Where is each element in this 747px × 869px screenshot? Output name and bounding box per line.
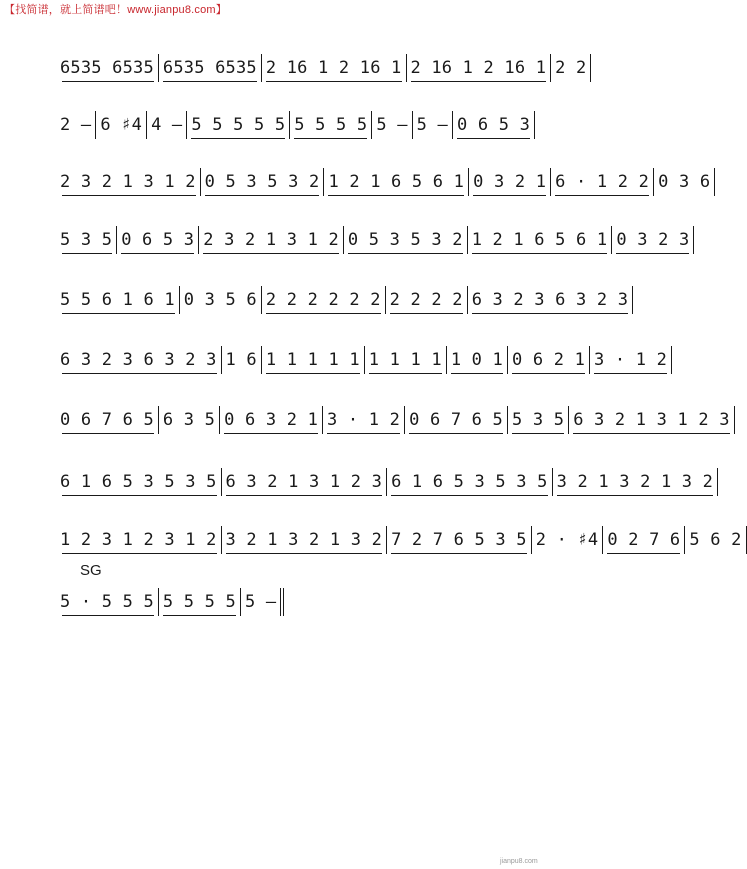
measure-notes: 2 16 1 2 16 1	[410, 57, 547, 78]
final-measure	[241, 588, 284, 616]
measure	[58, 346, 222, 374]
measure	[324, 168, 469, 196]
score-line	[58, 95, 588, 139]
measure	[612, 226, 694, 254]
measure-notes: 5 5 6 1 6 1	[60, 289, 175, 310]
measure-notes: 0 3 2 1	[473, 171, 547, 192]
measure	[58, 406, 159, 434]
measure	[551, 54, 591, 82]
measure-notes: 0 6 5 3	[121, 229, 195, 250]
measure-notes: 2 2	[555, 57, 587, 78]
measure-notes: 5 –	[376, 114, 408, 135]
measure	[685, 526, 746, 554]
measure	[453, 111, 535, 139]
measure-notes: 2 16 1 2 16 1	[265, 57, 402, 78]
measure	[508, 346, 590, 374]
measure	[222, 468, 388, 496]
measure	[222, 526, 388, 554]
measure-notes: 6535 6535	[60, 57, 154, 78]
measure-notes: 5 · 5 5 5	[60, 591, 154, 612]
measure-notes: 1 0 1	[450, 349, 503, 370]
measure	[262, 54, 407, 82]
measure-notes: 2 3 2 1 3 1 2	[203, 229, 339, 250]
measure	[187, 111, 290, 139]
measure	[58, 168, 201, 196]
measure	[603, 526, 685, 554]
measure	[220, 406, 323, 434]
measure-notes: 5 –	[416, 114, 448, 135]
measure	[386, 286, 468, 314]
measure	[654, 168, 715, 196]
measure-notes: 0 5 3 5 3 2	[204, 171, 320, 192]
measure-notes: 2 –	[60, 114, 92, 135]
measure-notes: 6 ♯4	[100, 114, 143, 135]
measure	[262, 286, 386, 314]
measure	[58, 226, 117, 254]
measure	[58, 286, 180, 314]
measure-notes: 0 2 7 6	[607, 529, 681, 550]
measure	[323, 406, 405, 434]
measure-notes: 2 2 2 2 2 2	[265, 289, 381, 310]
measure	[365, 346, 447, 374]
measure-notes: 1 2 1 6 5 6 1	[328, 171, 465, 192]
measure	[590, 346, 672, 374]
score-line	[58, 330, 668, 374]
measure	[551, 168, 654, 196]
measure-notes: 0 6 3 2 1	[224, 409, 319, 430]
measure-notes: 6 · 1 2 2	[555, 171, 650, 192]
measure	[407, 54, 552, 82]
measure-notes: 2 2 2 2	[389, 289, 463, 310]
sg-annotation: SG	[80, 562, 102, 579]
measure	[159, 54, 262, 82]
measure-notes: 1 2 3 1 2 3 1 2	[60, 529, 217, 550]
measure	[147, 111, 187, 139]
measure-notes: 3 2 1 3 2 1 3 2	[556, 471, 714, 492]
measure	[180, 286, 262, 314]
score-line	[58, 510, 742, 554]
measure	[58, 468, 222, 496]
measure-notes: 6 1 6 5 3 5 3 5	[60, 471, 217, 492]
measure-notes: 0 5 3 5 3 2	[347, 229, 463, 250]
measure-notes: 3 2 1 3 2 1 3 2	[225, 529, 383, 550]
measure	[387, 468, 553, 496]
measure	[553, 468, 719, 496]
measure	[387, 526, 532, 554]
measure	[58, 526, 222, 554]
measure-notes: 5 5 5 5 5	[191, 114, 286, 135]
score-line	[58, 572, 588, 616]
measure-notes: 1 1 1 1 1	[265, 349, 360, 370]
measure	[413, 111, 453, 139]
measure-notes: 6 3 2 1 3 1 2 3	[573, 409, 730, 430]
measure	[199, 226, 344, 254]
measure	[96, 111, 147, 139]
footer-watermark: jianpu8.com	[500, 858, 538, 865]
measure-notes: 0 3 5 6	[183, 289, 257, 310]
measure-notes: 6535 6535	[162, 57, 257, 78]
measure-notes: 5 3 5	[60, 229, 113, 250]
measure-notes: 6 3 5	[162, 409, 216, 430]
score-line	[58, 38, 588, 82]
measure	[117, 226, 199, 254]
measure-notes: 5 5 5 5	[294, 114, 368, 135]
measure	[447, 346, 508, 374]
measure	[201, 168, 325, 196]
measure	[58, 111, 96, 139]
measure	[58, 54, 159, 82]
measure	[405, 406, 508, 434]
measure	[508, 406, 569, 434]
measure-notes: 0 6 2 1	[512, 349, 586, 370]
measure-notes: 6 3 2 3 6 3 2 3	[471, 289, 629, 310]
measure-notes: 0 3 6	[658, 171, 711, 192]
score-line	[58, 210, 690, 254]
measure-notes: 6 3 2 3 6 3 2 3	[60, 349, 217, 370]
measure-notes: 5 3 5	[512, 409, 565, 430]
measure-notes: 5 6 2	[689, 529, 742, 550]
score-line	[58, 452, 714, 496]
measure-notes: 0 6 7 6 5	[60, 409, 154, 430]
measure-notes: 4 –	[151, 114, 183, 135]
measure-notes: 6 1 6 5 3 5 3 5	[391, 471, 548, 492]
measure-notes: 6 3 2 1 3 1 2 3	[225, 471, 383, 492]
score-line	[58, 270, 629, 314]
measure	[469, 168, 551, 196]
measure	[468, 286, 634, 314]
measure	[290, 111, 372, 139]
measure-notes: 1 2 1 6 5 6 1	[471, 229, 608, 250]
measure	[159, 406, 220, 434]
measure	[468, 226, 613, 254]
measure-notes: 7 2 7 6 5 3 5	[391, 529, 527, 550]
measure-notes: 1 1 1 1	[368, 349, 442, 370]
measure	[58, 588, 159, 616]
measure	[262, 346, 365, 374]
measure-notes: 0 6 7 6 5	[409, 409, 503, 430]
measure-notes: 3 · 1 2	[327, 409, 401, 430]
measure-notes: 2 · ♯4	[535, 529, 599, 550]
measure	[159, 588, 241, 616]
score-line	[58, 390, 730, 434]
measure-notes: 5 5 5 5	[162, 591, 236, 612]
measure-notes: 5 –	[244, 591, 277, 612]
site-header-banner: 【找简谱，就上简谱吧！www.jianpu8.com】	[4, 4, 227, 16]
measure-notes: 3 · 1 2	[594, 349, 668, 370]
measure	[222, 346, 262, 374]
measure	[344, 226, 468, 254]
measure	[569, 406, 735, 434]
measure-notes: 2 3 2 1 3 1 2	[60, 171, 196, 192]
score-line	[58, 152, 711, 196]
measure	[532, 526, 604, 554]
measure-notes: 0 6 5 3	[456, 114, 531, 135]
measure-notes: 1 6	[225, 349, 257, 370]
measure	[372, 111, 412, 139]
measure-notes: 0 3 2 3	[616, 229, 690, 250]
